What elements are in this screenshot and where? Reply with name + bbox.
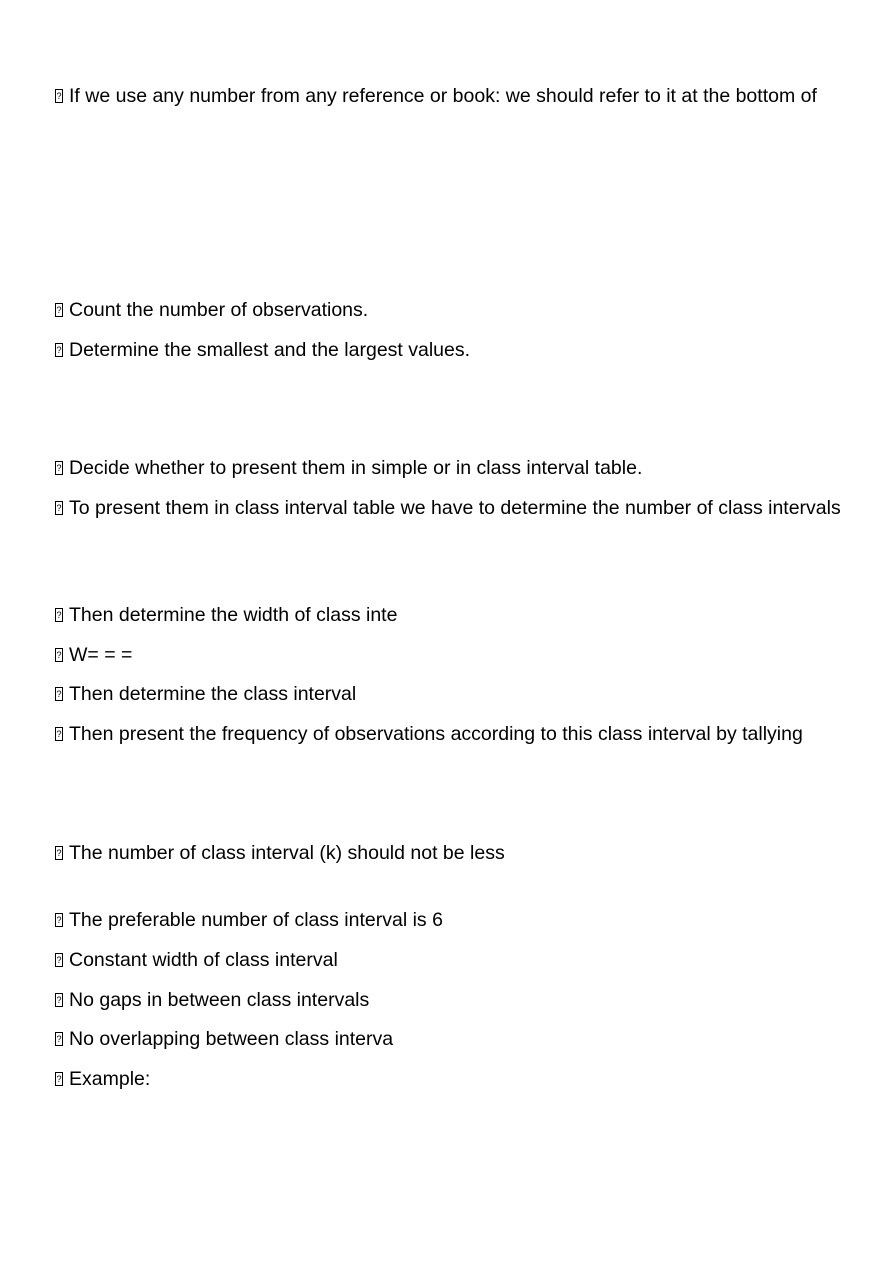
bullet-text: Determine the smallest and the largest values.: [69, 339, 471, 361]
bullet-line: [55, 908, 443, 932]
bullet-line: [55, 456, 642, 480]
bullet-text: To present them in class interval table we have to determine the number of class intervals: [69, 497, 841, 519]
bullet-text: If we use any number from any reference or book: we should refer to it at the bottom of: [69, 85, 817, 107]
missing-glyph-icon: [55, 1032, 63, 1046]
bullet-text: The preferable number of class interval is 6: [69, 909, 443, 931]
bullet-text: W= = =: [69, 644, 133, 666]
bullet-text: Then determine the class interval: [69, 683, 357, 705]
missing-glyph-icon: [55, 687, 63, 701]
bullet-text: Count the number of observations.: [69, 299, 369, 321]
missing-glyph-icon: [55, 89, 63, 103]
bullet-line: [55, 948, 338, 972]
bullet-text: Decide whether to present them in simple or in class interval table.: [69, 457, 643, 479]
bullet-line: [55, 496, 841, 520]
bullet-line: [55, 841, 505, 865]
bullet-text: Then determine the width of class inte: [69, 604, 398, 626]
bullet-line: [55, 722, 803, 746]
bullet-line: [55, 338, 470, 362]
bullet-text: Then present the frequency of observations according to this class interval by tallying: [69, 723, 803, 745]
missing-glyph-icon: [55, 953, 63, 967]
missing-glyph-icon: [55, 846, 63, 860]
bullet-line: [55, 84, 817, 108]
bullet-line: [55, 1067, 150, 1091]
bullet-text: No gaps in between class intervals: [69, 989, 370, 1011]
bullet-text: The number of class interval (k) should not be less: [69, 842, 505, 864]
bullet-text: No overlapping between class interva: [69, 1028, 394, 1050]
missing-glyph-icon: [55, 608, 63, 622]
missing-glyph-icon: [55, 993, 63, 1007]
missing-glyph-icon: [55, 343, 63, 357]
bullet-line: [55, 988, 369, 1012]
missing-glyph-icon: [55, 913, 63, 927]
missing-glyph-icon: [55, 501, 63, 515]
bullet-text: Example:: [69, 1068, 151, 1090]
bullet-line: [55, 298, 368, 322]
missing-glyph-icon: [55, 303, 63, 317]
missing-glyph-icon: [55, 461, 63, 475]
bullet-line: [55, 682, 356, 706]
missing-glyph-icon: [55, 1072, 63, 1086]
bullet-line: [55, 643, 132, 667]
bullet-line: [55, 1027, 393, 1051]
bullet-line: [55, 603, 397, 627]
missing-glyph-icon: [55, 648, 63, 662]
missing-glyph-icon: [55, 727, 63, 741]
bullet-text: Constant width of class interval: [69, 949, 338, 971]
